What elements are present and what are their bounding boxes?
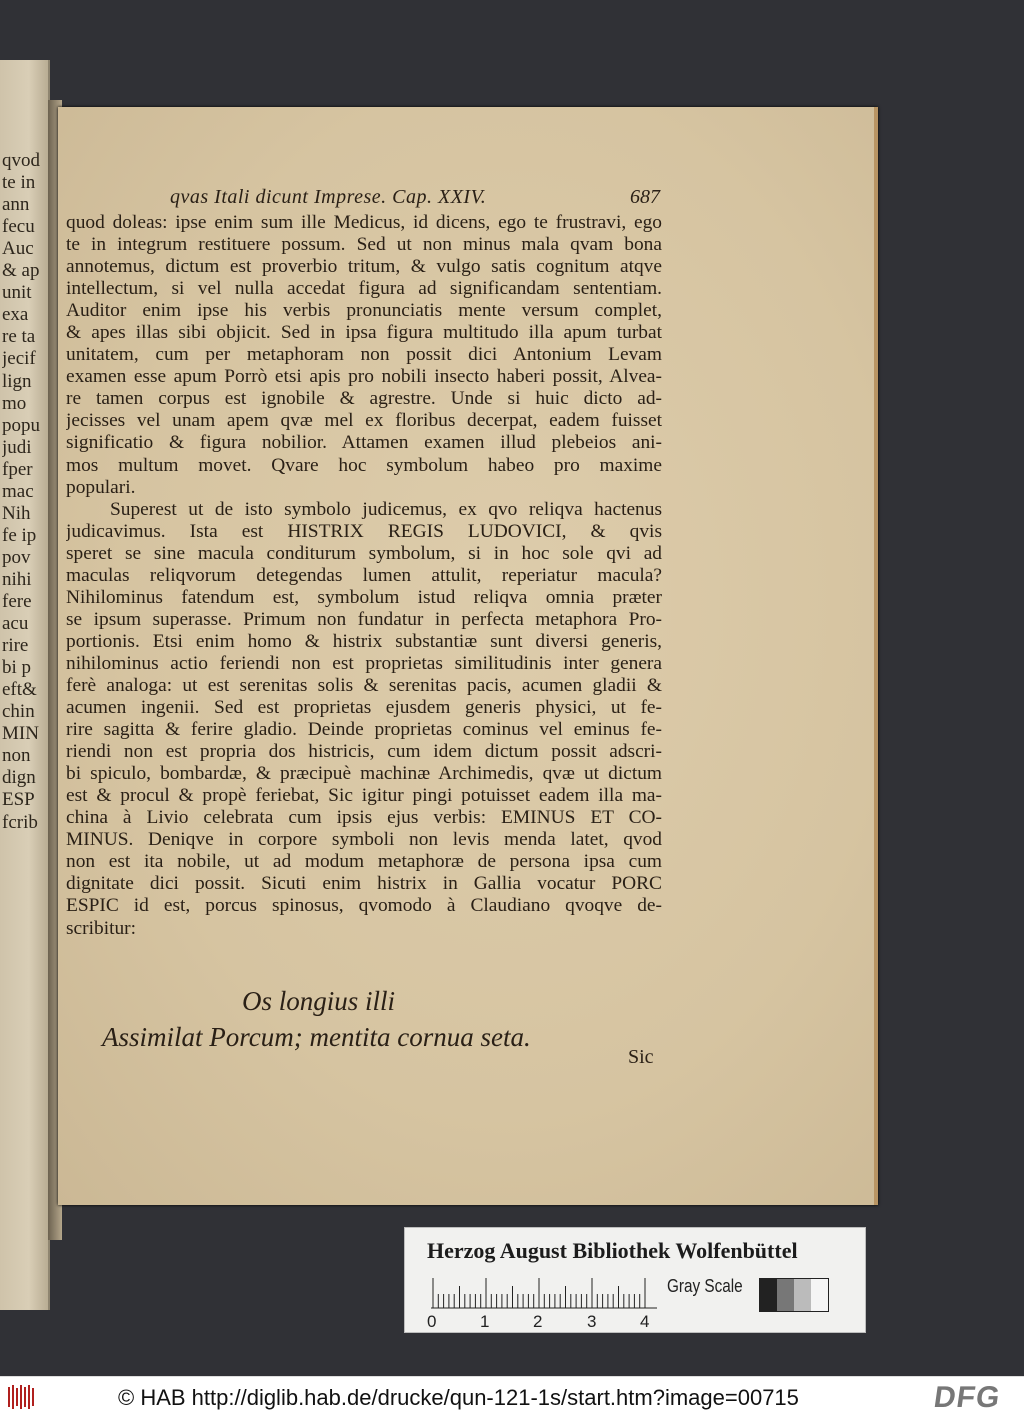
facing-page-fragment: fe ip [2, 524, 37, 546]
text-line: ferè analoga: ut est serenitas solis & serenitas pacis, acumen gladii & [66, 674, 662, 696]
text-line: mos multum movet. Qvare hoc symbolum habeo pro maxime [66, 454, 662, 476]
text-line: annotemus, dictum est proverbio tritum, & vulgo satis cognitum atqve [66, 256, 662, 278]
ruler-number: 2 [533, 1312, 543, 1331]
text-line: nihilominus actio feriendi non est proprietas similitudinis inter genera [66, 652, 662, 674]
facing-page-fragment: nihi [2, 568, 32, 590]
text-line: ESPIC id est, porcus spinosus, qvomodo à Claudiano qvoqve de- [66, 895, 662, 917]
text-line: populari. [66, 476, 136, 498]
facing-page-fragment: fere [2, 591, 32, 612]
facing-page-fragment: unit [2, 282, 32, 304]
gray-scale-label: Gray Scale [667, 1276, 743, 1296]
facing-page-fragment: jecif [2, 348, 36, 370]
text-line: est & procul & propè feriebat, Sic igitur pingi potuisset eadem illa ma- [66, 785, 662, 807]
text-line: scribitur: [66, 917, 137, 939]
text-line: & apes illas sibi objicit. Sed in ipsa figura multitudo illa apum turbat [66, 322, 662, 344]
ruler-scale [431, 1276, 657, 1310]
facing-page-fragment: ESP [2, 789, 35, 811]
text-line: judicavimus. Ista est HISTRIX REGIS LUDOVICI, & qvis [66, 520, 662, 542]
facing-page-fragment: fper [2, 458, 33, 480]
gray-swatch [760, 1279, 777, 1311]
text-line: Nihilominus fatendum est, symbolum istud reliqva omnia præter [66, 586, 662, 608]
facing-page-fragment: chin [2, 701, 35, 723]
ruler-number: 1 [480, 1312, 490, 1331]
facing-page-fragment: acu [2, 613, 29, 635]
text-line: examen esse apum Porrò etsi apis pro nobili insecto haberi possit, Alvea- [66, 366, 662, 388]
text-line: rire sagitta & ferire gladio. Deinde proprietas cominus vel eminus fe- [66, 719, 662, 741]
catchword: Sic [628, 1046, 654, 1068]
gray-swatch [794, 1279, 811, 1311]
facing-page-fragment: re ta [2, 326, 36, 348]
text-line: dignitate dici possit. Sicuti enim histrix in Gallia vocatur PORC [66, 873, 662, 895]
ruler-number: 3 [587, 1312, 597, 1331]
facing-page-fragment: Nih [2, 502, 31, 524]
hab-logo-icon [6, 1383, 36, 1411]
facing-page-fragment: & ap [2, 260, 40, 282]
running-head-title: qvas Itali dicunt Imprese. Cap. XXIV. [170, 186, 487, 208]
copyright-link[interactable]: © HAB http://diglib.hab.de/drucke/qun-121-1s/start.htm?image=00715 [118, 1385, 799, 1410]
text-line: non est ita nobile, ut ad modum metaphoræ de persona ipsa cum [66, 851, 662, 873]
facing-page-fragment: ann [2, 194, 30, 216]
text-line: re tamen corpus est ignobile & agrestre. Unde si huic dicto ad- [66, 388, 662, 410]
text-line: Superest ut de isto symbolo judicemus, ex qvo reliqva hactenus [110, 498, 662, 520]
facing-page-fragment: pov [2, 546, 31, 568]
facing-page-fragment: fcrib [2, 811, 38, 833]
body-text [66, 212, 662, 940]
text-line: se ipsum superasse. Primum non fundatur in perfecta metaphora Pro- [66, 608, 662, 630]
facing-page-fragment: popu [2, 414, 40, 436]
facing-page-fragment: exa [2, 304, 29, 326]
text-line: acumen ingenii. Sed est proprietas ejusdem generis physici, ut fe- [66, 697, 662, 719]
running-head [170, 186, 660, 210]
facing-page-fragment: Auc [2, 238, 34, 260]
facing-page-edge [0, 60, 50, 1310]
text-line: maculas reliqvorum detegendas lumen attulit, reperiatur macula? [66, 564, 662, 586]
facing-page-fragment: fecu [2, 216, 35, 238]
text-line: china à Livio celebrata cum ipsis ejus verbis: EMINUS ET CO- [66, 807, 662, 829]
text-line: portionis. Etsi enim homo & histrix substantiæ sunt diversi generis, [66, 630, 662, 652]
gray-swatch [811, 1279, 828, 1311]
footer-bar [0, 1376, 1024, 1417]
text-line: significatio & figura nobilior. Attamen examen illud plebeios ani- [66, 432, 662, 454]
facing-page-fragment: MIN [2, 723, 39, 745]
text-line: speret se sine macula conditurum symbolum, si in hoc sole qvi ad [66, 542, 662, 564]
ruler-number: 4 [640, 1312, 650, 1331]
facing-page-fragment: te in [2, 172, 36, 194]
facing-page-fragment: judi [2, 436, 32, 458]
gray-swatch [777, 1279, 794, 1311]
text-line: Auditor enim ipse his verbis pronunciatis mente versum complet, [66, 300, 662, 322]
facing-page-fragment: dign [2, 767, 36, 789]
ruler-number: 0 [427, 1312, 437, 1331]
text-line: riendi non est propria dos histricis, cum idem dictum possit adscri- [66, 741, 662, 763]
facing-page-fragment: bi p [2, 657, 32, 679]
verse-line-1: Os longius illi [242, 986, 396, 1016]
facing-page-fragment: lign [2, 370, 32, 392]
library-color-card [404, 1227, 866, 1333]
facing-page-fragment: mo [2, 392, 27, 414]
dfg-logo: DFG [931, 1381, 1003, 1414]
text-line: jecisses vel unam apem qvæ mel ex floribus decerpat, eadem fuisset [66, 410, 662, 432]
text-line: MINUS. Deniqve in corpore symboli non levis menda latet, qvod [66, 829, 662, 851]
text-line: quod doleas: ipse enim sum ille Medicus, id dicens, ego te frustravi, ego [66, 212, 662, 233]
facing-page-fragment: non [2, 745, 31, 767]
verse-line-2: Assimilat Porcum; mentita cornua seta. [102, 1022, 531, 1052]
text-line: te in integrum restituere possum. Sed ut non minus mala qvam bona [66, 234, 662, 256]
facing-page-fragment: eft& [2, 679, 37, 701]
text-line: bi spiculo, bombardæ, & præcipuè machinæ Archimedis, qvæ ut dictum [66, 763, 662, 785]
gray-scale-swatches [759, 1278, 829, 1312]
text-line: intellectum, si vel nulla accedat figura ad significandam sententiam. [66, 278, 662, 300]
facing-page-fragment: mac [2, 480, 34, 502]
facing-page-fragment: rire [2, 635, 29, 657]
page-number: 687 [630, 186, 660, 208]
facing-page-fragment: qvod [2, 150, 40, 171]
text-line: unitatem, cum per metaphoram non possit dici Antonium Levam [66, 344, 662, 366]
library-name: Herzog August Bibliothek Wolfenbüttel [427, 1238, 798, 1263]
